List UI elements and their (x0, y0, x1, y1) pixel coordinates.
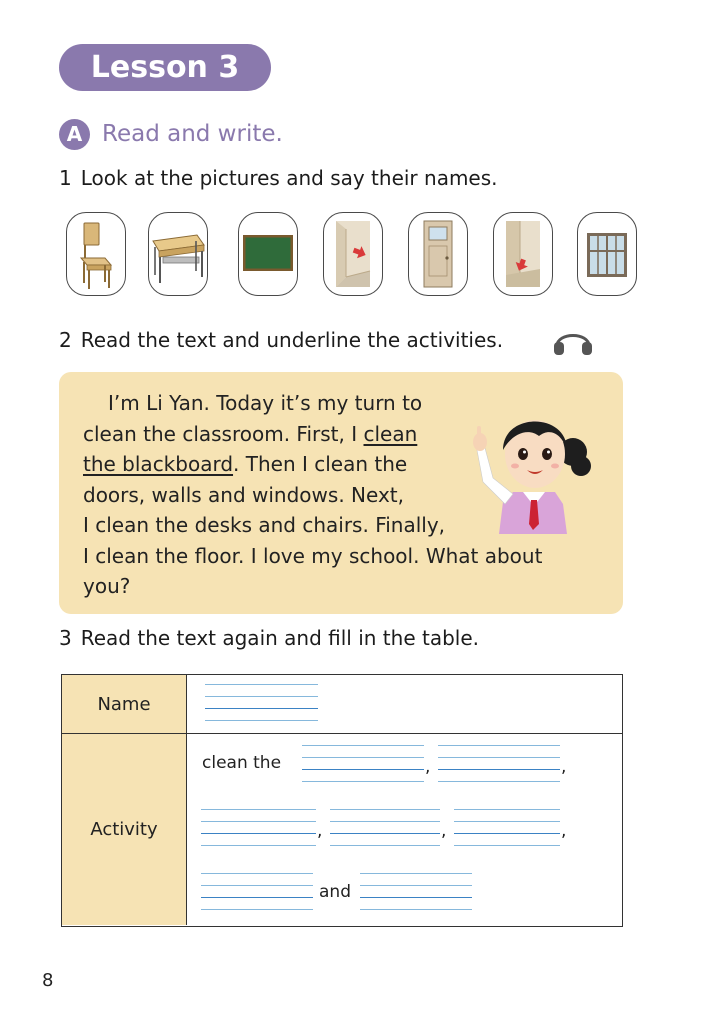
girl-illustration (463, 392, 593, 534)
picture-card-door (408, 212, 468, 296)
passage-line: I clean the desks and chairs. Finally, (83, 513, 446, 537)
row-divider (62, 733, 622, 734)
instruction-number: 1 (59, 166, 72, 190)
instruction-number: 2 (59, 328, 72, 352)
floor-icon (494, 213, 551, 294)
comma: , (561, 821, 567, 841)
name-writing-line[interactable] (205, 684, 318, 720)
passage-text: . Then I clean the (233, 452, 408, 476)
passage-line: I’m Li Yan. Today it’s my turn to (108, 391, 423, 415)
lesson-title: Lesson 3 (59, 44, 271, 91)
picture-row (66, 212, 638, 296)
activity-writing-line-4[interactable] (330, 809, 440, 845)
underlined-activity: clean (363, 421, 418, 446)
section-title: Read and write. (102, 121, 283, 147)
picture-card-floor (493, 212, 553, 296)
headphones-icon (552, 324, 594, 356)
instruction-text: Look at the pictures and say their names. (80, 166, 498, 190)
activity-table (61, 674, 623, 927)
activity-writing-line-3[interactable] (201, 809, 316, 845)
passage-text: clean the classroom. First, I (83, 421, 364, 446)
activity-writing-line-6[interactable] (201, 873, 313, 909)
activity-writing-line-7[interactable] (360, 873, 472, 909)
comma: , (561, 757, 567, 777)
underlined-activity: the blackboard (83, 452, 234, 476)
comma: , (441, 821, 447, 841)
blackboard-icon (239, 213, 296, 294)
and-text: and (319, 882, 351, 902)
desk-icon (149, 213, 206, 294)
instruction-number: 3 (59, 626, 72, 650)
picture-card-chair (66, 212, 126, 296)
activity-label: Activity (62, 733, 187, 925)
comma: , (317, 821, 323, 841)
reading-passage-box (59, 372, 623, 614)
passage-line: doors, walls and windows. Next, (83, 482, 404, 507)
wall-icon (324, 213, 381, 294)
picture-card-blackboard (238, 212, 298, 296)
activity-writing-line-1[interactable] (302, 745, 424, 781)
activity-writing-line-2[interactable] (438, 745, 560, 781)
activity-writing-line-5[interactable] (454, 809, 560, 845)
clean-the-text: clean the (202, 753, 282, 773)
instruction-1 (59, 166, 498, 190)
passage-line: I clean the floor. I love my school. What about (83, 543, 543, 568)
name-label: Name (62, 675, 187, 733)
comma: , (425, 757, 431, 777)
picture-card-wall (323, 212, 383, 296)
door-icon (409, 213, 466, 294)
chair-icon (67, 213, 124, 294)
instruction-2 (59, 328, 503, 352)
instruction-3 (59, 626, 479, 650)
picture-card-desk (148, 212, 208, 296)
window-icon (578, 213, 635, 294)
section-badge: A (59, 119, 90, 150)
instruction-text: Read the text again and fill in the table. (80, 626, 479, 650)
section-a-heading (59, 118, 283, 150)
passage-line: you? (83, 574, 131, 598)
page-number: 8 (42, 970, 54, 991)
picture-card-window (577, 212, 637, 296)
instruction-text: Read the text and underline the activities. (80, 328, 504, 352)
